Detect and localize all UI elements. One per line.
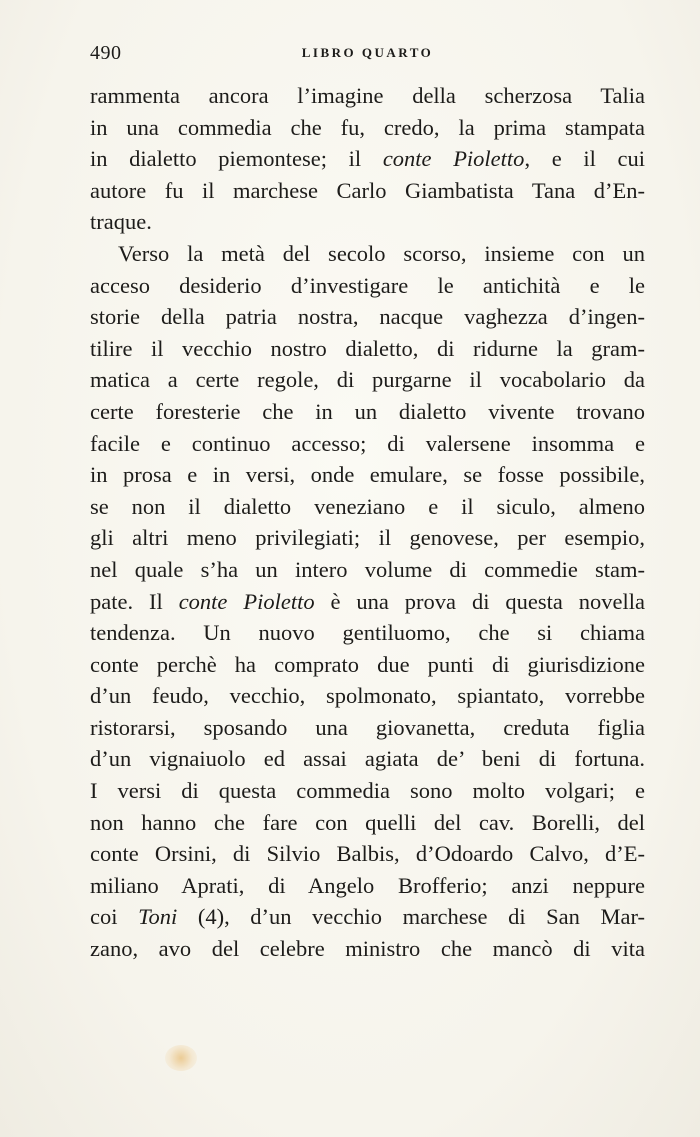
page-header xyxy=(90,42,645,72)
text-line: conte Orsini, di Silvio Balbis, d’Odoardo Calvo, d’E- xyxy=(90,841,645,867)
text-line: tilire il vecchio nostro dialetto, di ridurne la gram- xyxy=(90,335,645,361)
page-number: 490 xyxy=(90,42,122,64)
text-line: in prosa e in versi, onde emulare, se fosse possibile, xyxy=(90,462,645,488)
italic-title: conte Pioletto xyxy=(178,588,315,614)
text-line: conte perchè ha comprato due punti di giurisdizione xyxy=(90,651,645,677)
paper-stain xyxy=(165,1045,197,1071)
text-run: pate. Il xyxy=(90,588,179,614)
text-line: d’un vignaiuolo ed assai agiata de’ beni di fortuna. xyxy=(90,746,645,772)
text-line: storie della patria nostra, nacque vaghezza d’ingen- xyxy=(90,304,645,330)
text-line: miliano Aprati, di Angelo Brofferio; anzi neppure xyxy=(90,872,645,898)
text-line: gli altri meno privilegiati; il genovese, per esempio, xyxy=(90,525,645,551)
text-line: facile e continuo accesso; di valersene insomma e xyxy=(90,430,645,456)
text-line: in una commedia che fu, credo, la prima stampata xyxy=(90,114,645,140)
paragraph-first-line: Verso la metà del secolo scorso, insieme con un xyxy=(118,240,645,266)
text-run: (4), d’un vecchio marchese di San Mar- xyxy=(177,904,645,930)
italic-title: conte Pioletto xyxy=(382,146,525,172)
text-line xyxy=(90,586,645,618)
text-line: zano, avo del celebre ministro che mancò di vita xyxy=(90,936,645,962)
text-line: ristorarsi, sposando una giovanetta, creduta figlia xyxy=(90,714,645,740)
text-line: non hanno che fare con quelli del cav. Borelli, del xyxy=(90,809,645,835)
text-line: autore fu il marchese Carlo Giambatista Tana d’En- xyxy=(90,177,645,203)
text-line: rammenta ancora l’imagine della scherzosa Talia xyxy=(90,83,645,108)
italic-title: Toni xyxy=(138,904,178,930)
text-line xyxy=(90,901,645,933)
text-line xyxy=(90,143,645,175)
text-run: coi xyxy=(90,904,139,930)
text-line: I versi di questa commedia sono molto volgari; e xyxy=(90,778,645,804)
text-line: se non il dialetto veneziano e il siculo, almeno xyxy=(90,493,645,519)
text-line: traque. xyxy=(90,209,152,235)
text-run: è una prova di questa novella xyxy=(314,588,645,614)
text-line: certe foresterie che in un dialetto vivente trovano xyxy=(90,398,645,424)
running-head: LIBRO QUARTO xyxy=(301,45,434,60)
text-line: matica a certe regole, di purgarne il vocabolario da xyxy=(90,367,645,393)
text-line: acceso desiderio d’investigare le antichità e le xyxy=(90,272,645,298)
text-line: nel quale s’ha un intero volume di commedie stam- xyxy=(90,556,645,582)
text-run: in dialetto piemontese; il xyxy=(90,146,383,172)
body-text xyxy=(90,80,645,965)
text-line: tendenza. Un nuovo gentiluomo, che si chiama xyxy=(90,620,645,646)
text-run: , e il cui xyxy=(524,146,645,172)
text-line: d’un feudo, vecchio, spolmonato, spiantato, vorrebbe xyxy=(90,683,645,709)
